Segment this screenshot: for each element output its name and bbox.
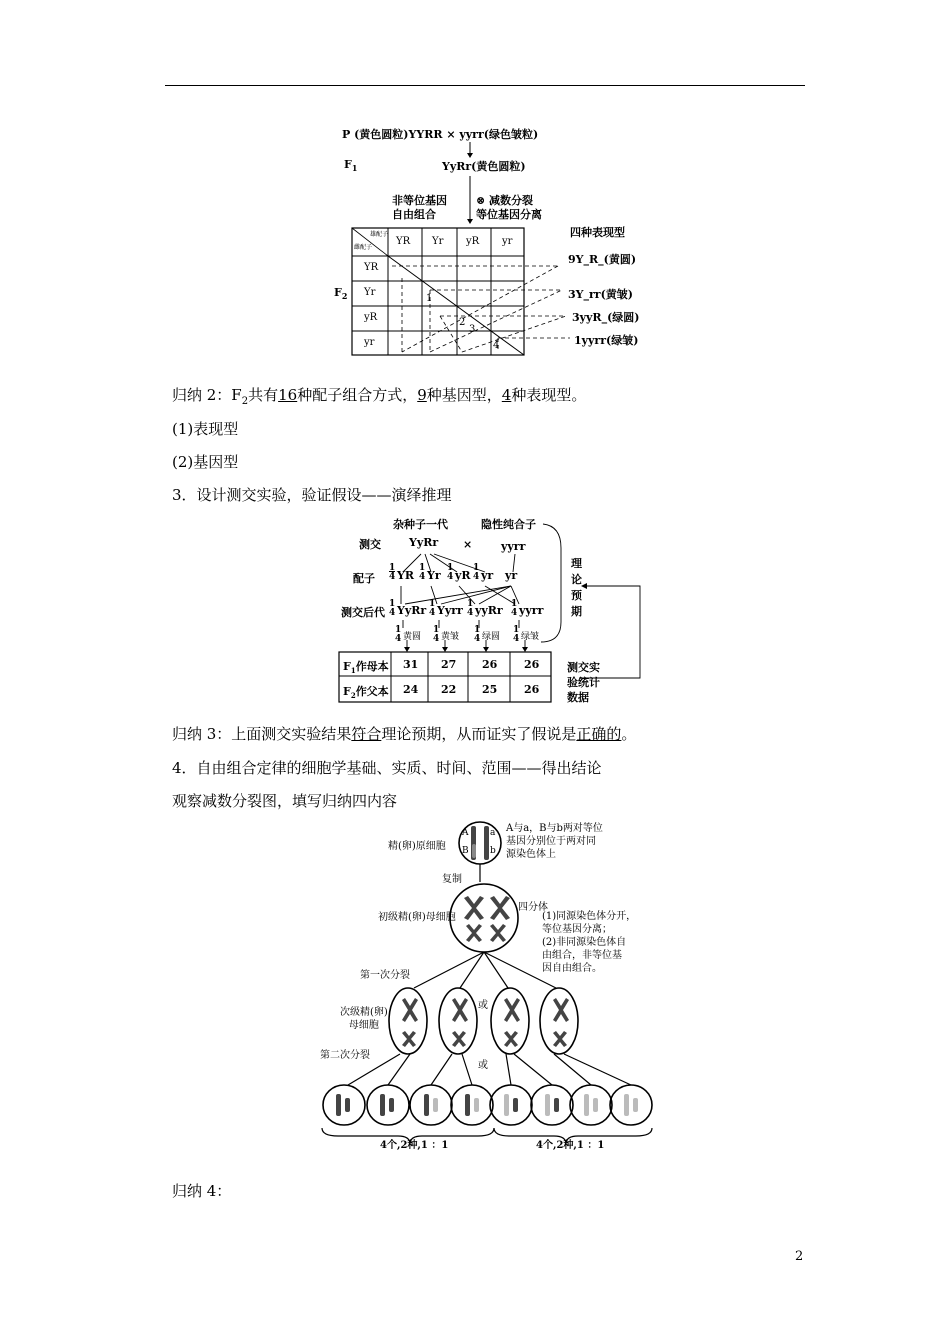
offspring-yyRr: yyRr: [475, 604, 503, 617]
free-combination-note-1: 非等位基因: [392, 194, 447, 207]
offspring-fraction-4: 1 4: [511, 599, 518, 618]
row-gamete-Yr: Yr: [364, 287, 376, 298]
pheno-fraction-2: 1 4: [433, 625, 440, 644]
answer-conform: 符合: [351, 725, 382, 743]
table-row-2-label: $F_2$作父本: [343, 685, 389, 701]
recessive-label: 隐性纯合子: [481, 518, 536, 531]
first-division-label: 第一次分裂: [360, 970, 410, 981]
table-cell: 22: [441, 683, 457, 696]
item-phenotype: (1)表现型: [172, 420, 239, 438]
gametes-row-label: 配子: [353, 572, 375, 585]
meiosis-note-1: ⊗ 减数分裂: [476, 194, 534, 207]
observe-instruction: 观察减数分裂图，填写归纳四内容: [172, 792, 398, 810]
allele-B: B: [462, 846, 469, 856]
result-right: 4个,2种,1 ：1: [536, 1140, 605, 1151]
col-gamete-yR: yR: [466, 236, 480, 247]
hybrid-f1-label: 杂种子一代: [393, 518, 448, 531]
phenotype-green-round: 3yyR_(绿圆): [572, 311, 640, 324]
row-gamete-yr: yr: [364, 337, 375, 348]
free-combination-note-2: 自由组合: [392, 208, 436, 221]
testcross-row-label: 测交: [359, 538, 381, 551]
female-gamete-corner: 雌配子: [354, 244, 373, 251]
svg-text:3: 3: [469, 324, 476, 335]
table-cell: 27: [441, 658, 457, 671]
spermatogonium-label: 精(卵)原细胞: [388, 841, 446, 852]
row-gamete-yR: yR: [364, 312, 378, 323]
dihybrid-punnett-figure: [330, 120, 660, 365]
phenotype-title: 四种表现型: [570, 226, 625, 239]
pheno-fraction-4: 1 4: [513, 625, 520, 644]
summary-4: 归纳 4：: [172, 1182, 232, 1200]
cell1-note: A与a，B与b两对等位 基因分别位于两对同 源染色体上: [506, 823, 603, 860]
meiosis-note-2: 等位基因分离: [476, 208, 542, 221]
punnett-grid-svg: [330, 120, 660, 365]
hybrid-genotype: YyRr: [409, 536, 439, 549]
summary-2: 归纳 2：$F_2$共有16种配子组合方式，9种基因型，4种表现型。: [172, 386, 587, 407]
svg-text:1: 1: [426, 293, 433, 304]
gamete-fraction-4: 1 4: [473, 563, 480, 582]
offspring-fraction-2: 1 4: [429, 599, 436, 618]
answer-4: 4: [501, 386, 512, 404]
f2-label: $F_2$: [334, 286, 348, 302]
gamete-yr: yr: [481, 569, 494, 582]
f1-genotype: YyRr(黄色圆粒): [442, 160, 526, 173]
offspring-Yyrr: Yyrr: [437, 604, 463, 617]
secondary-spermatocyte-label: 次级精(卵) 母细胞: [340, 1007, 388, 1031]
answer-16: 16: [278, 386, 298, 404]
offspring-fraction-1: 1 4: [389, 599, 396, 618]
answer-9: 9: [417, 386, 427, 404]
svg-text:2: 2: [459, 317, 466, 328]
offspring-row-label: 测交后代: [341, 606, 385, 619]
item-genotype: (2)基因型: [172, 453, 239, 471]
table-cell: 24: [403, 683, 419, 696]
table-cell: 26: [482, 658, 498, 671]
page-number: 2: [795, 1249, 804, 1264]
header-rule: [165, 85, 805, 86]
svg-text:4: 4: [493, 340, 500, 351]
offspring-YyRr: YyRr: [397, 604, 427, 617]
recessive-gamete: yr: [505, 569, 518, 582]
meiosis-figure: [318, 818, 658, 1153]
cross-symbol: ×: [463, 538, 473, 551]
or-label-2: 或: [478, 1060, 488, 1071]
table-cell: 25: [482, 683, 498, 696]
table-row-1-label: $F_1$作母本: [343, 660, 389, 676]
allele-b: b: [490, 846, 496, 856]
table-cell: 26: [524, 683, 540, 696]
second-division-label: 第二次分裂: [320, 1050, 370, 1061]
allele-a: a: [490, 828, 496, 838]
table-cell: 31: [403, 658, 419, 671]
replication-label: 复制: [442, 874, 462, 885]
male-gamete-corner: 雄配子: [370, 231, 389, 238]
cell2-note: (1)同源染色体分开， 等位基因分离； (2)非同源染色体自 由组合，非等位基 因自由组合。: [542, 911, 637, 974]
pheno-fraction-3: 1 4: [474, 625, 481, 644]
gamete-YR: YR: [397, 569, 414, 582]
tetrad-label: 四分体: [518, 902, 548, 913]
offspring-fraction-3: 1 4: [467, 599, 474, 618]
allele-A: A: [462, 828, 469, 838]
meiosis-svg: [318, 818, 658, 1153]
pheno-yellow-wrinkled: 黄皱: [441, 632, 460, 642]
pheno-green-wrinkled: 绿皱: [521, 632, 540, 642]
table-cell: 26: [524, 658, 540, 671]
theory-prediction-label: 理 论 预 期: [571, 557, 582, 618]
recessive-genotype: yyrr: [501, 540, 526, 553]
testcross-figure: [335, 512, 655, 706]
col-gamete-YR: YR: [396, 236, 411, 247]
col-gamete-Yr: Yr: [432, 236, 444, 247]
gamete-fraction-1: 1 4: [389, 563, 396, 582]
f1-label: $F_1$: [344, 158, 358, 174]
result-left: 4个,2种,1 ：1: [380, 1140, 449, 1151]
primary-spermatocyte-label: 初级精(卵)母细胞: [378, 912, 456, 923]
pheno-yellow-round: 黄圆: [403, 632, 422, 642]
phenotype-green-wrinkled: 1yyrr(绿皱): [574, 334, 639, 347]
row-gamete-YR: YR: [364, 262, 379, 273]
gamete-fraction-3: 1 4: [447, 563, 454, 582]
gamete-Yr: Yr: [427, 569, 441, 582]
or-label-1: 或: [478, 1000, 488, 1011]
pheno-fraction-1: 1 4: [395, 625, 402, 644]
section-3-heading: 3．设计测交实验，验证假设——演绎推理: [172, 486, 452, 504]
phenotype-yellow-round: 9Y_R_(黄圆): [568, 253, 637, 266]
pheno-green-round: 绿圆: [482, 632, 501, 642]
summary-3: 归纳 3：上面测交实验结果符合理论预期，从而证实了假说是正确的。: [172, 725, 637, 743]
phenotype-yellow-wrinkled: 3Y_rr(黄皱): [568, 288, 634, 301]
gamete-fraction-2: 1 4: [419, 563, 426, 582]
gamete-yR: yR: [455, 569, 471, 582]
offspring-yyrr: yyrr: [519, 604, 544, 617]
section-4-heading: 4．自由组合定律的细胞学基础、实质、时间、范围——得出结论: [172, 759, 602, 777]
col-gamete-yr: yr: [502, 236, 513, 247]
stats-data-label: 测交实 验统计 数据: [567, 661, 600, 704]
parent-cross-line: P (黄色圆粒)YYRR × yyrr(绿色皱粒): [342, 128, 539, 141]
answer-correct: 正确的: [576, 725, 622, 743]
